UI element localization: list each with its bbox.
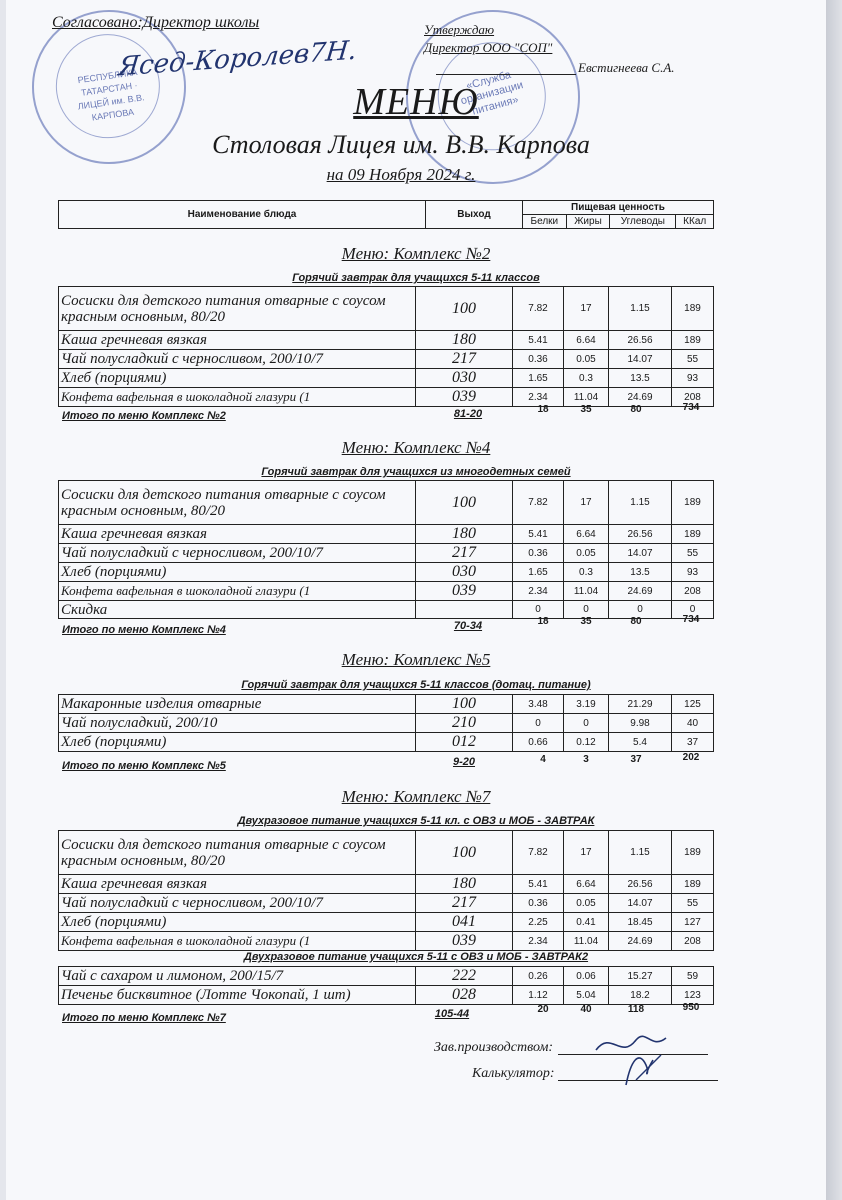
dish-proteins: 0 [513, 601, 564, 619]
dish-carbs: 1.15 [609, 831, 672, 875]
dish-name: Печенье бисквитное (Лотте Чокопай, 1 шт) [59, 986, 416, 1005]
dish-name: Сосиски для детского питания отварные с соусом красным основным, 80/20 [59, 287, 416, 331]
dish-yield: 222 [416, 967, 513, 986]
table-row [59, 563, 714, 582]
dish-carbs: 9.98 [609, 714, 672, 733]
dish-fats: 0.3 [564, 563, 609, 582]
total-carbs-5: 37 [630, 754, 642, 765]
school-stamp-text: РЕСПУБЛИКА ТАТАРСТАН · ЛИЦЕЙ им. В.В. КАРПОВА [76, 66, 146, 123]
dish-carbs: 21.29 [609, 695, 672, 714]
dish-fats: 5.04 [564, 986, 609, 1005]
dish-name: Макаронные изделия отварные [59, 695, 416, 714]
menu-page [6, 0, 826, 1200]
dish-yield: 180 [416, 331, 513, 350]
dish-name: Хлеб (порциями) [59, 563, 416, 582]
table-row [59, 331, 714, 350]
total-label-5: Итого по меню Комплекс №5 [62, 760, 226, 772]
total-fats-7: 40 [580, 1004, 592, 1015]
approved-label: Утверждаю [424, 22, 495, 37]
menu-table-7b [58, 966, 714, 1005]
header-proteins: Белки [523, 215, 567, 229]
calculator-label: Калькулятор: [472, 1066, 555, 1081]
dish-name: Конфета вафельная в шоколадной глазури (1 [59, 932, 416, 951]
dish-kcal: 93 [672, 369, 714, 388]
dish-carbs: 13.5 [609, 563, 672, 582]
dish-carbs: 24.69 [609, 582, 672, 601]
total-proteins-4: 18 [537, 616, 549, 627]
dish-kcal: 189 [672, 287, 714, 331]
dish-carbs: 14.07 [609, 350, 672, 369]
dish-proteins: 0 [513, 714, 564, 733]
dish-carbs: 15.27 [609, 967, 672, 986]
dish-kcal: 93 [672, 563, 714, 582]
table-row [59, 714, 714, 733]
total-fats-5: 3 [583, 754, 589, 765]
production-label: Зав.производством: [434, 1040, 554, 1055]
dish-yield: 100 [416, 831, 513, 875]
total-price-7: 105-44 [434, 1008, 470, 1020]
dish-kcal: 125 [672, 695, 714, 714]
dish-proteins: 5.41 [513, 331, 564, 350]
dish-name: Чай полусладкий с черносливом, 200/10/7 [59, 350, 416, 369]
dish-proteins: 2.34 [513, 932, 564, 951]
organization-stamp-text: «Служба организации питания» [459, 68, 525, 118]
dish-name: Сосиски для детского питания отварные с соусом красным основным, 80/20 [59, 831, 416, 875]
dish-name: Каша гречневая вязкая [59, 331, 416, 350]
dish-name: Хлеб (порциями) [59, 733, 416, 752]
section-subtitle-7: Двухразовое питание учащихся 5-11 кл. с ОВЗ и МОБ - ЗАВТРАК [237, 815, 595, 827]
table-row [59, 831, 714, 875]
dish-name: Чай с сахаром и лимоном, 200/15/7 [59, 967, 416, 986]
dish-proteins: 1.65 [513, 563, 564, 582]
page-title: МЕНЮ [353, 81, 479, 123]
header-kcal: ККал [676, 215, 714, 229]
dish-fats: 0 [564, 714, 609, 733]
header-name: Наименование блюда [59, 201, 426, 229]
dish-fats: 0.12 [564, 733, 609, 752]
dish-proteins: 0.26 [513, 967, 564, 986]
dish-carbs: 1.15 [609, 481, 672, 525]
dish-name: Чай полусладкий с черносливом, 200/10/7 [59, 894, 416, 913]
dish-yield: 180 [416, 875, 513, 894]
dish-proteins: 1.12 [513, 986, 564, 1005]
section-title-7: Меню: Комплекс №7 [341, 787, 491, 806]
section-subtitle-7b: Двухразовое питание учащихся 5-11 с ОВЗ и МОБ - ЗАВТРАК2 [243, 951, 589, 963]
dish-name: Конфета вафельная в шоколадной глазури (1 [59, 388, 416, 407]
dish-carbs: 18.45 [609, 913, 672, 932]
dish-kcal: 189 [672, 525, 714, 544]
dish-carbs: 14.07 [609, 544, 672, 563]
page-date: на 09 Ноября 2024 г. [326, 165, 476, 184]
dish-carbs: 18.2 [609, 986, 672, 1005]
dish-carbs: 14.07 [609, 894, 672, 913]
dish-fats: 11.04 [564, 932, 609, 951]
dish-fats: 0.06 [564, 967, 609, 986]
section-subtitle-5: Горячий завтрак для учащихся 5-11 классов (дотац. питание) [241, 679, 591, 691]
table-row [59, 544, 714, 563]
total-carbs-4: 80 [630, 616, 642, 627]
table-row [59, 582, 714, 601]
dish-yield: 012 [416, 733, 513, 752]
agreed-label: Согласовано:Директор школы [52, 14, 260, 31]
dish-kcal: 55 [672, 894, 714, 913]
menu-table-2 [58, 286, 714, 407]
dish-fats: 0.05 [564, 544, 609, 563]
dish-proteins: 5.41 [513, 525, 564, 544]
dish-kcal: 55 [672, 350, 714, 369]
dish-kcal: 208 [672, 388, 714, 407]
dish-fats: 0.05 [564, 894, 609, 913]
total-price-5: 9-20 [452, 756, 476, 768]
dish-name: Каша гречневая вязкая [59, 875, 416, 894]
dish-proteins: 2.34 [513, 388, 564, 407]
dish-proteins: 7.82 [513, 831, 564, 875]
dish-kcal: 55 [672, 544, 714, 563]
table-row [59, 695, 714, 714]
total-proteins-7: 20 [537, 1004, 549, 1015]
dish-proteins: 0.36 [513, 350, 564, 369]
dish-fats: 17 [564, 287, 609, 331]
section-title-2: Меню: Комплекс №2 [341, 244, 491, 263]
dish-proteins: 0.36 [513, 894, 564, 913]
dish-yield: 217 [416, 544, 513, 563]
dish-yield: 030 [416, 563, 513, 582]
dish-proteins: 5.41 [513, 875, 564, 894]
table-row [59, 967, 714, 986]
agreed-signature: Ясед-Королев7Н. [116, 35, 359, 83]
table-row [59, 350, 714, 369]
dish-fats: 3.19 [564, 695, 609, 714]
dish-kcal: 189 [672, 875, 714, 894]
dish-kcal: 40 [672, 714, 714, 733]
menu-table-7 [58, 830, 714, 951]
dish-carbs: 5.4 [609, 733, 672, 752]
menu-table-5 [58, 694, 714, 752]
dish-name: Каша гречневая вязкая [59, 525, 416, 544]
menu-table-4 [58, 480, 714, 619]
dish-kcal: 127 [672, 913, 714, 932]
dish-fats: 6.64 [564, 875, 609, 894]
total-price-4: 70-34 [453, 620, 483, 632]
total-proteins-2: 18 [537, 404, 549, 415]
dish-yield: 039 [416, 932, 513, 951]
dish-name: Сосиски для детского питания отварные с соусом красным основным, 80/20 [59, 481, 416, 525]
dish-kcal: 189 [672, 331, 714, 350]
section-title-5: Меню: Комплекс №5 [341, 650, 491, 669]
dish-name: Хлеб (порциями) [59, 369, 416, 388]
dish-yield: 100 [416, 481, 513, 525]
total-label-7: Итого по меню Комплекс №7 [62, 1012, 226, 1024]
header-table [58, 200, 714, 229]
dish-yield: 217 [416, 894, 513, 913]
section-title-4: Меню: Комплекс №4 [341, 438, 491, 457]
dish-yield: 100 [416, 287, 513, 331]
dish-carbs: 0 [609, 601, 672, 619]
dish-proteins: 0.36 [513, 544, 564, 563]
dish-name: Скидка [59, 601, 416, 619]
total-kcal-2: 734 [682, 402, 700, 413]
table-row [59, 875, 714, 894]
dish-yield: 041 [416, 913, 513, 932]
table-row [59, 986, 714, 1005]
dish-carbs: 26.56 [609, 525, 672, 544]
total-label-4: Итого по меню Комплекс №4 [62, 624, 226, 636]
dish-fats: 0 [564, 601, 609, 619]
dish-carbs: 24.69 [609, 388, 672, 407]
total-kcal-7: 950 [682, 1002, 700, 1013]
dish-fats: 0.3 [564, 369, 609, 388]
dish-fats: 6.64 [564, 331, 609, 350]
dish-kcal: 189 [672, 481, 714, 525]
dish-yield [416, 601, 513, 619]
dish-yield: 100 [416, 695, 513, 714]
dish-proteins: 7.82 [513, 287, 564, 331]
dish-proteins: 2.34 [513, 582, 564, 601]
dish-yield: 030 [416, 369, 513, 388]
table-row [59, 913, 714, 932]
total-price-2: 81-20 [453, 408, 483, 420]
dish-carbs: 13.5 [609, 369, 672, 388]
dish-kcal: 59 [672, 967, 714, 986]
dish-kcal: 0 [672, 601, 714, 619]
total-carbs-2: 80 [630, 404, 642, 415]
header-fats: Жиры [566, 215, 610, 229]
dish-fats: 11.04 [564, 388, 609, 407]
section-subtitle-2: Горячий завтрак для учащихся 5-11 классов [292, 272, 540, 284]
dish-name: Конфета вафельная в шоколадной глазури (1 [59, 582, 416, 601]
dish-yield: 180 [416, 525, 513, 544]
dish-kcal: 208 [672, 582, 714, 601]
header-carbs: Углеводы [610, 215, 676, 229]
dish-kcal: 123 [672, 986, 714, 1005]
dish-kcal: 189 [672, 831, 714, 875]
dish-fats: 17 [564, 481, 609, 525]
dish-fats: 11.04 [564, 582, 609, 601]
production-signature [591, 1020, 681, 1090]
dish-proteins: 2.25 [513, 913, 564, 932]
table-row [59, 894, 714, 913]
total-kcal-4: 734 [682, 614, 700, 625]
total-carbs-7: 118 [627, 1004, 645, 1015]
table-row [59, 287, 714, 331]
dish-proteins: 3.48 [513, 695, 564, 714]
total-kcal-5: 202 [682, 752, 700, 763]
approver-signature-line [436, 74, 576, 75]
table-row [59, 525, 714, 544]
section-subtitle-4: Горячий завтрак для учащихся из многодетных семей [261, 466, 571, 478]
dish-name: Чай полусладкий с черносливом, 200/10/7 [59, 544, 416, 563]
dish-proteins: 1.65 [513, 369, 564, 388]
dish-fats: 17 [564, 831, 609, 875]
dish-proteins: 0.66 [513, 733, 564, 752]
dish-name: Чай полусладкий, 200/10 [59, 714, 416, 733]
approved-by: Директор ООО "СОП" [424, 40, 553, 55]
approver-name: Евстигнеева С.А. [578, 60, 675, 75]
dish-name: Хлеб (порциями) [59, 913, 416, 932]
total-fats-2: 35 [580, 404, 592, 415]
dish-fats: 6.64 [564, 525, 609, 544]
dish-carbs: 1.15 [609, 287, 672, 331]
dish-proteins: 7.82 [513, 481, 564, 525]
dish-yield: 210 [416, 714, 513, 733]
dish-yield: 039 [416, 582, 513, 601]
dish-yield: 028 [416, 986, 513, 1005]
header-nutrition: Пищевая ценность [523, 201, 714, 215]
dish-fats: 0.41 [564, 913, 609, 932]
table-row [59, 369, 714, 388]
header-yield: Выход [426, 201, 523, 229]
table-row [59, 481, 714, 525]
dish-yield: 039 [416, 388, 513, 407]
dish-fats: 0.05 [564, 350, 609, 369]
total-fats-4: 35 [580, 616, 592, 627]
table-row [59, 932, 714, 951]
dish-carbs: 26.56 [609, 331, 672, 350]
total-label-2: Итого по меню Комплекс №2 [62, 410, 226, 422]
total-proteins-5: 4 [540, 754, 546, 765]
dish-kcal: 37 [672, 733, 714, 752]
dish-carbs: 26.56 [609, 875, 672, 894]
dish-kcal: 208 [672, 932, 714, 951]
dish-yield: 217 [416, 350, 513, 369]
table-row [59, 733, 714, 752]
page-edge-shadow [826, 0, 842, 1200]
dish-carbs: 24.69 [609, 932, 672, 951]
page-subtitle: Столовая Лицея им. В.В. Карпова [212, 130, 590, 159]
